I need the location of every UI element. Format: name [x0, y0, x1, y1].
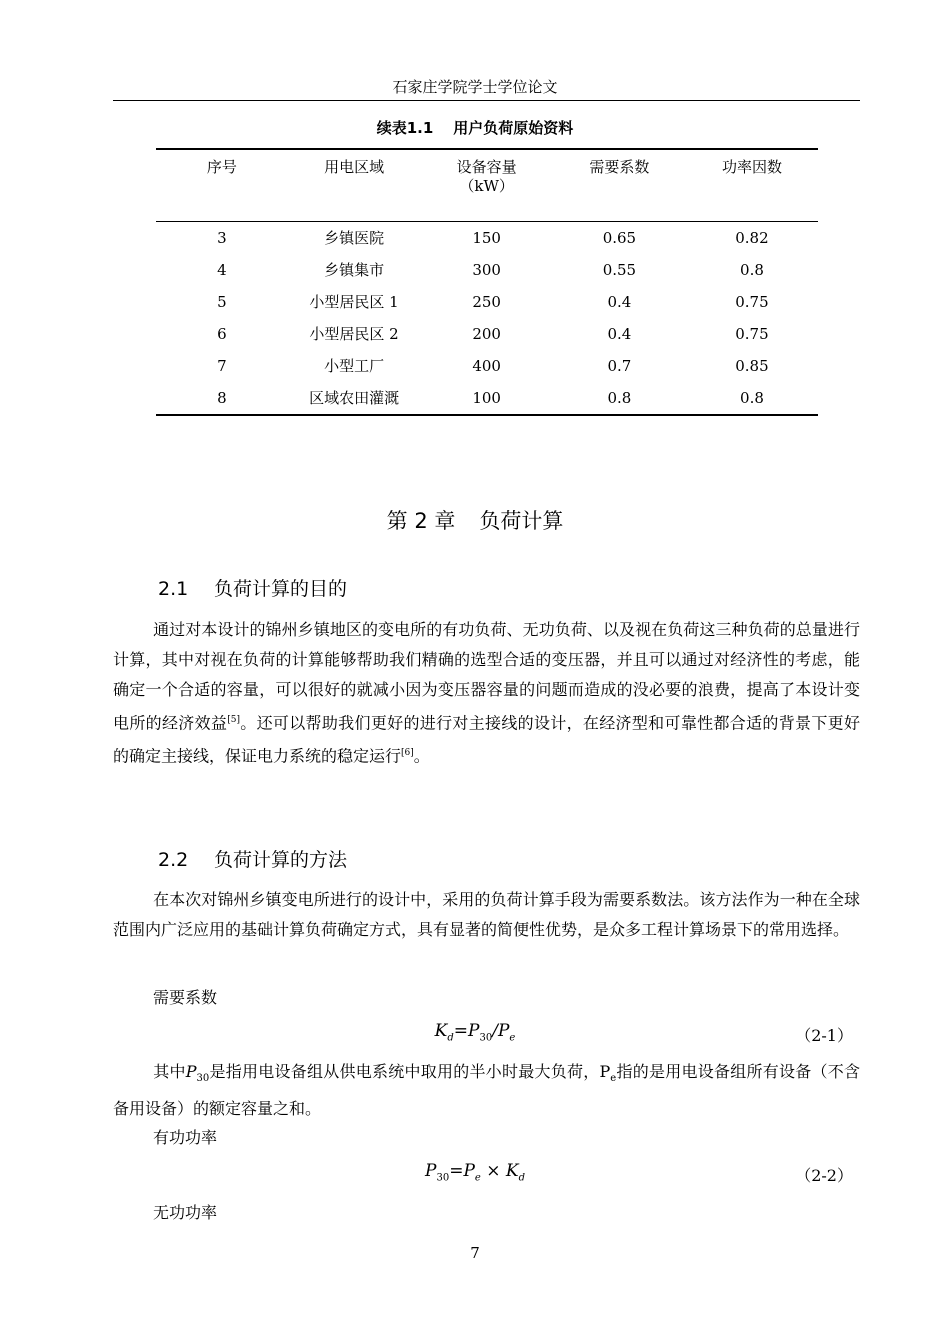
page-number: 7 — [470, 1244, 480, 1262]
label-active-power: 有功功率 — [153, 1128, 218, 1147]
table-caption-title: 用户负荷原始资料 — [453, 119, 574, 137]
formula-2-1: $K_d=P_{30}/P_e$ — [434, 1021, 516, 1044]
cell-demand-factor: 0.8 — [607, 389, 632, 407]
paragraph-explain: 其中$P_{30}$是指用电设备组从供电系统中取用的半小时最大负荷，$P_e$指的是用电设备组所有设备（不含备用设备）的额定容量之和。 — [113, 1062, 860, 1119]
cell-capacity: 400 — [472, 357, 501, 375]
chapter-title: 负荷计算 — [479, 509, 564, 533]
cell-area: 乡镇医院 — [324, 229, 385, 247]
paragraph-method — [113, 885, 860, 945]
citation-ref: [5] — [227, 715, 240, 725]
table-row — [156, 254, 818, 286]
label-demand-factor: 需要系数 — [153, 988, 218, 1007]
cell-power-factor: 0.75 — [735, 325, 769, 343]
col-header-power-factor: 功率因数 — [721, 158, 782, 176]
table-caption — [0, 117, 950, 138]
cell-index: 5 — [217, 293, 227, 311]
header-rule — [113, 100, 860, 101]
chapter-number: 第 2 章 — [386, 509, 456, 533]
cell-demand-factor: 0.7 — [607, 357, 632, 375]
chapter-heading — [0, 505, 950, 535]
table-row — [156, 350, 818, 382]
equation-number-2-2: （2-2） — [795, 1166, 853, 1185]
section-title: 负荷计算的方法 — [214, 849, 348, 871]
equation-number-2-1: （2-1） — [795, 1026, 853, 1045]
table-caption-number: 续表1.1 — [376, 119, 434, 137]
cell-capacity: 200 — [472, 325, 501, 343]
cell-power-factor: 0.85 — [735, 357, 769, 375]
table-row — [156, 318, 818, 350]
section-number: 2.2 — [158, 849, 189, 871]
section-heading-2-2 — [158, 845, 347, 872]
cell-capacity: 250 — [472, 293, 501, 311]
cell-demand-factor: 0.4 — [607, 293, 632, 311]
table-row — [156, 382, 818, 415]
cell-area: 小型居民区 1 — [309, 293, 399, 311]
cell-area: 区域农田灌溉 — [309, 389, 400, 407]
cell-area: 小型工厂 — [324, 357, 385, 375]
cell-demand-factor: 0.65 — [602, 229, 637, 247]
label-reactive-power: 无功功率 — [153, 1203, 218, 1222]
table-header-row — [156, 149, 818, 222]
cell-index: 7 — [217, 357, 227, 375]
cell-power-factor: 0.8 — [740, 389, 764, 407]
cell-index: 6 — [217, 325, 227, 343]
col-header-capacity — [420, 149, 552, 222]
col-header-demand-factor: 需要系数 — [589, 158, 650, 176]
cell-index: 3 — [217, 229, 227, 247]
col-header-capacity-unit: （kW） — [459, 177, 514, 195]
cell-index: 4 — [217, 261, 227, 279]
table-row — [156, 222, 818, 255]
cell-capacity: 150 — [472, 229, 501, 247]
formula-2-2: $P_{30}=P_e \times K_d$ — [425, 1161, 525, 1184]
section-title: 负荷计算的目的 — [214, 578, 348, 600]
cell-power-factor: 0.75 — [735, 293, 769, 311]
citation-ref: [6] — [401, 748, 414, 759]
running-header: 石家庄学院学士学位论文 — [392, 78, 558, 96]
cell-capacity: 100 — [472, 389, 501, 407]
section-number: 2.1 — [158, 578, 189, 600]
cell-area: 乡镇集市 — [324, 261, 385, 279]
paragraph-text: 。 — [413, 746, 430, 766]
cell-capacity: 300 — [472, 261, 501, 279]
paragraph-purpose — [113, 615, 860, 772]
paragraph-text: 通过对本设计的锦州乡镇地区的变电所的有功负荷、无功负荷、以及视在负荷这三种负荷的总量进行计算，其中对视在负荷的计算能够帮助我们精确的选型合适的变压器，并且可以通过对经济性的考虑，能确定一个合适的容量，可以很好的就减小因为变压器容量的问题而造成的没必要的浪费，提高了本设计变电所的经济效益 — [113, 620, 860, 733]
cell-power-factor: 0.82 — [735, 229, 769, 247]
cell-area: 小型居民区 2 — [309, 325, 399, 343]
cell-power-factor: 0.8 — [740, 261, 764, 279]
col-header-area: 用电区域 — [324, 158, 385, 176]
cell-demand-factor: 0.4 — [607, 325, 632, 343]
cell-demand-factor: 0.55 — [602, 261, 637, 279]
col-header-index: 序号 — [206, 158, 237, 176]
paragraph-text: 在本次对锦州乡镇变电所进行的设计中，采用的负荷计算手段为需要系数法。该方法作为一种在全球范围内广泛应用的基础计算负荷确定方式，具有显著的简便性优势，是众多工程计算场景下的常用选择。 — [113, 890, 860, 939]
cell-index: 8 — [217, 389, 227, 407]
col-header-capacity-label: 设备容量 — [456, 158, 517, 176]
table-row — [156, 286, 818, 318]
load-data-table — [156, 148, 818, 416]
paragraph-text: 。还可以帮助我们更好的进行对主接线的设计，在经济型和可靠性都合适的背景下更好的确定主接线，保证电力系统的稳定运行 — [113, 713, 860, 766]
section-heading-2-1 — [158, 574, 347, 601]
